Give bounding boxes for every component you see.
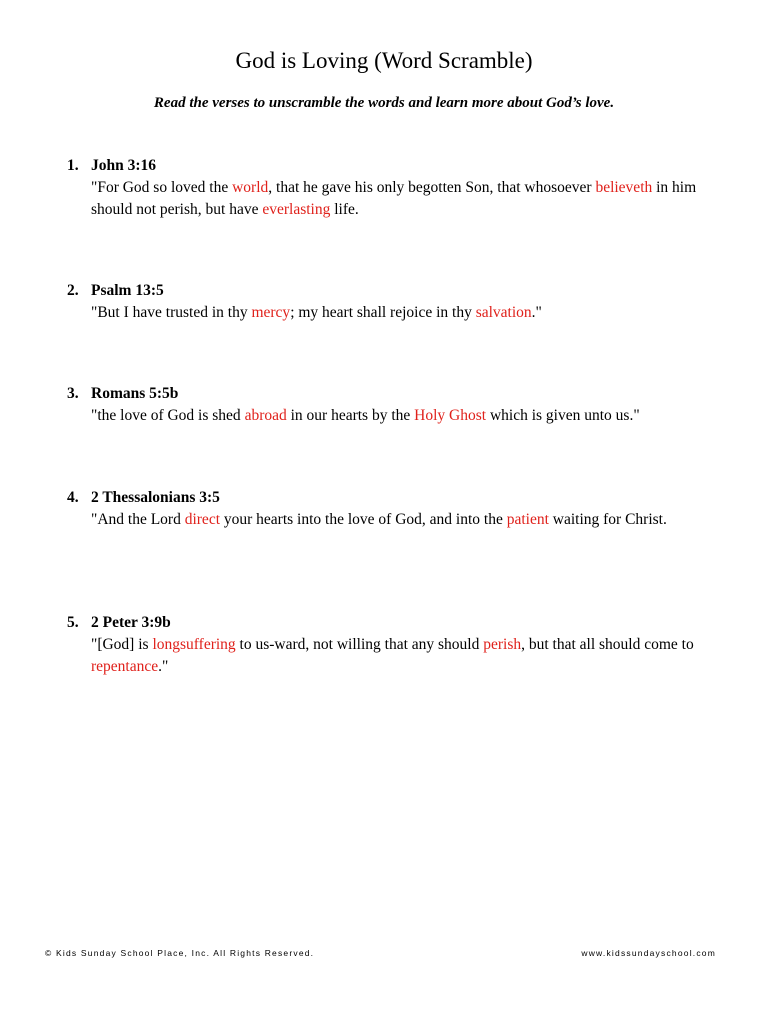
scramble-word: longsuffering [152,636,236,653]
verse-text-segment: to us-ward, not willing that any should [235,636,484,653]
verse-text-segment: your hearts into the love of God, and into the [220,511,507,528]
verse-body [91,487,727,531]
verse-text-segment: "the love of God is shed [91,407,245,424]
scramble-word: world [232,179,269,196]
verse-body [91,155,727,221]
verse-text-segment: ; my heart shall rejoice in thy [290,304,476,321]
scramble-word: mercy [251,304,291,321]
scramble-word: believeth [595,179,653,196]
instructions: Read the verses to unscramble the words and learn more about God’s love. [153,95,615,111]
verse-text [91,634,727,678]
verse-text-segment: , that he gave his only begotten Son, that whosoever [268,179,596,196]
verse-text-segment: which is given unto us." [486,407,640,424]
verse-item-1 [67,155,727,221]
verse-item-4 [67,487,727,531]
scramble-word: direct [184,511,221,528]
verse-number: 5. [67,614,79,631]
verse-reference: Psalm 13:5 [91,282,164,299]
verse-item-3 [67,383,727,427]
verse-text-segment: "But I have trusted in thy [91,304,252,321]
verse-text-segment: "And the Lord [91,511,185,528]
verse-reference: 2 Peter 3:9b [91,614,171,631]
verse-reference: Romans 5:5b [91,385,179,402]
verse-text-segment: ." [158,658,169,675]
scramble-word: Holy Ghost [414,407,487,424]
verse-text-segment: , but that all should come to [521,636,694,653]
verse-text-segment: "For God so loved the [91,179,233,196]
scramble-word: repentance [91,658,159,675]
scramble-word: salvation [475,304,532,321]
verse-text [91,405,727,427]
verse-text [91,509,727,531]
verse-text-segment: in our hearts by the [286,407,415,424]
verse-item-5 [67,612,727,678]
page-title: God is Loving (Word Scramble) [235,48,533,73]
verse-text-segment: ." [531,304,542,321]
verse-number: 2. [67,282,79,299]
footer-copyright: © Kids Sunday School Place, Inc. All Rights Reserved. [45,948,315,958]
verse-number: 4. [67,489,79,506]
scramble-word: patient [506,511,549,528]
verse-number: 1. [67,157,79,174]
verse-text-segment: in him should not perish, but have [91,179,697,218]
verse-text-segment: waiting for Christ. [548,511,667,528]
verse-body [91,383,727,427]
verse-item-2 [67,280,727,324]
scramble-word: everlasting [262,201,331,218]
verse-text [91,302,727,324]
scramble-word: abroad [244,407,287,424]
verse-body [91,612,727,678]
scramble-word: perish [483,636,522,653]
verse-body [91,280,727,324]
verse-text [91,177,727,221]
verse-number: 3. [67,385,79,402]
footer-website: www.kidssundayschool.com [581,948,716,958]
verse-text-segment: life. [330,201,359,218]
verse-reference: John 3:16 [91,157,157,174]
verse-reference: 2 Thessalonians 3:5 [91,489,220,506]
verse-text-segment: "[God] is [91,636,153,653]
